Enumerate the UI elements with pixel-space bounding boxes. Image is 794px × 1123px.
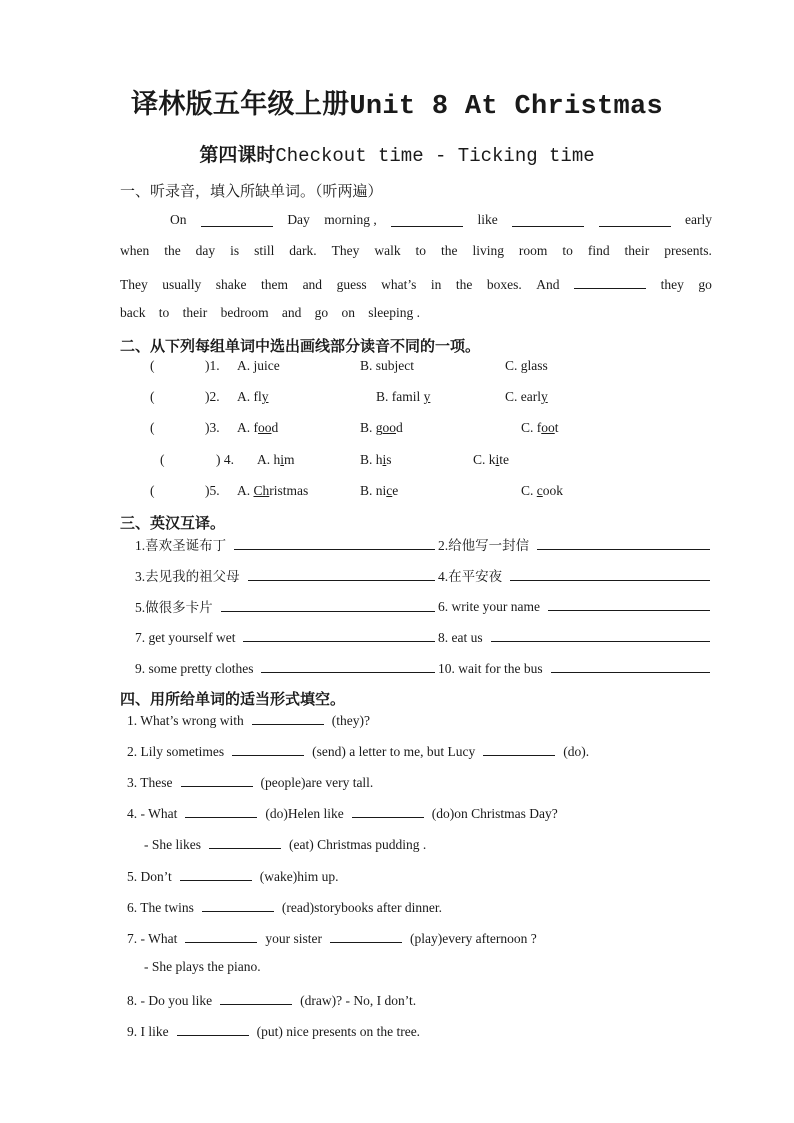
- answer-blank[interactable]: [180, 866, 252, 881]
- answer-blank[interactable]: [330, 928, 402, 943]
- option-text: d: [396, 420, 403, 435]
- item-text: (play)every afternoon ?: [410, 931, 537, 946]
- answer-blank[interactable]: [352, 803, 424, 818]
- s1-word: room: [518, 243, 548, 258]
- option-text: te: [499, 452, 510, 467]
- item-text: 9. I like: [127, 1024, 169, 1039]
- s1-word: and: [281, 305, 302, 320]
- item-text: (read)storybooks after dinner.: [281, 900, 442, 915]
- answer-blank[interactable]: [234, 535, 435, 550]
- option-text: C. earl: [505, 389, 541, 404]
- option-text: A. f: [237, 420, 258, 435]
- item-text: 2. Lily sometimes: [127, 744, 225, 759]
- item-text: (they)?: [331, 713, 370, 728]
- underlined-part: j: [394, 358, 399, 373]
- s1-word: the: [455, 277, 473, 292]
- translation-item: [135, 658, 435, 677]
- s1-word: what’s: [381, 277, 417, 292]
- option-a: [237, 358, 280, 374]
- translation-prompt: 4.在平安夜: [438, 569, 503, 584]
- item-text: - She likes: [144, 837, 201, 852]
- option-text: A. h: [257, 452, 281, 467]
- answer-paren[interactable]: (: [150, 389, 155, 404]
- translation-item: [438, 658, 710, 677]
- option-a: [237, 483, 308, 499]
- question-number: )5.: [205, 483, 220, 498]
- s1-word: sleeping .: [368, 305, 420, 320]
- answer-blank[interactable]: [209, 834, 281, 849]
- option-text: C.: [521, 483, 537, 498]
- fill-item: [127, 866, 339, 885]
- option-text: s: [386, 452, 392, 467]
- fill-item: [127, 897, 442, 916]
- s1-word: guess: [336, 277, 367, 292]
- fill-item: [127, 772, 373, 791]
- s1-word: shake: [215, 277, 247, 292]
- s1-word: early: [685, 212, 712, 227]
- item-text: (put) nice presents on the tree.: [256, 1024, 421, 1039]
- translation-prompt: 7. get yourself wet: [135, 630, 236, 645]
- question-number: )2.: [205, 389, 220, 404]
- answer-blank[interactable]: [483, 741, 555, 756]
- underlined-part: y: [423, 389, 431, 404]
- s1-word: morning ,: [324, 212, 377, 227]
- translation-prompt: 2.给他写一封信: [438, 538, 530, 553]
- answer-paren[interactable]: (: [150, 358, 155, 373]
- item-text: (send) a letter to me, but Lucy: [312, 744, 476, 759]
- s1-word: in: [430, 277, 442, 292]
- s1-word: still: [254, 243, 275, 258]
- answer-blank[interactable]: [537, 535, 710, 550]
- option-b: [360, 358, 414, 374]
- option-text: ristmas: [269, 483, 309, 498]
- answer-paren[interactable]: (: [160, 452, 165, 467]
- answer-blank[interactable]: [252, 710, 324, 725]
- underlined-part: c: [536, 483, 543, 498]
- option-text: ect: [398, 358, 415, 373]
- option-b: [376, 389, 430, 405]
- option-c: [521, 420, 559, 436]
- translation-prompt: 9. some pretty clothes: [135, 661, 254, 676]
- option-text: A.: [237, 358, 254, 373]
- s1-word: is: [230, 243, 240, 258]
- fill-item: [144, 959, 261, 975]
- s1-word: to: [415, 243, 427, 258]
- translation-prompt: 5.做很多卡片: [135, 600, 213, 615]
- fill-item: [127, 928, 537, 947]
- s1-word: like: [477, 212, 498, 227]
- answer-blank[interactable]: [220, 990, 292, 1005]
- answer-blank[interactable]: [185, 803, 257, 818]
- answer-blank[interactable]: [512, 212, 584, 227]
- option-text: A.: [237, 483, 254, 498]
- option-text: m: [284, 452, 295, 467]
- option-text: C. f: [521, 420, 542, 435]
- item-text: (people)are very tall.: [260, 775, 374, 790]
- s1-word: And: [536, 277, 560, 292]
- fill-item: [144, 834, 426, 853]
- fill-item: [127, 990, 416, 1009]
- answer-blank[interactable]: [177, 1021, 249, 1036]
- page-title: 译林版五年级上册Unit 8 At Christmas: [131, 92, 663, 122]
- underlined-part: y: [541, 389, 548, 404]
- option-text: B. g: [360, 420, 383, 435]
- s1-word: They: [120, 277, 148, 292]
- underlined-part: oo: [382, 420, 397, 435]
- translation-prompt: 3.去见我的祖父母: [135, 569, 240, 584]
- section3-heading: 三、英汉互译。: [120, 516, 226, 532]
- option-text: B. sub: [360, 358, 395, 373]
- item-text: 6. The twins: [127, 900, 194, 915]
- option-text: t: [554, 420, 559, 435]
- s1-word: on: [341, 305, 355, 320]
- section1-heading: 一、听录音，填入所缺单词。（听两遍）: [120, 184, 383, 200]
- s1-word: Day: [287, 212, 310, 227]
- translation-prompt: 6. write your name: [438, 599, 540, 614]
- answer-blank[interactable]: [551, 658, 710, 673]
- answer-blank[interactable]: [248, 566, 435, 581]
- item-text: (wake)him up.: [259, 869, 339, 884]
- section2-heading: 二、从下列每组单词中选出画线部分读音不同的一项。: [120, 339, 481, 355]
- option-c: [505, 389, 548, 405]
- underlined-part: i: [280, 452, 285, 467]
- translation-item: [438, 596, 710, 615]
- option-b: [360, 420, 403, 436]
- answer-blank[interactable]: [261, 658, 435, 673]
- translation-item: [438, 565, 710, 585]
- answer-blank[interactable]: [181, 772, 253, 787]
- s1-word: presents.: [664, 243, 712, 258]
- item-text: 4. - What: [127, 806, 178, 821]
- item-text: (do)on Christmas Day?: [431, 806, 558, 821]
- question-number: )1.: [205, 358, 220, 373]
- s1-word: the: [441, 243, 458, 258]
- item-text: (eat) Christmas pudding .: [289, 837, 427, 852]
- s1-word: usually: [162, 277, 202, 292]
- answer-blank[interactable]: [202, 897, 274, 912]
- option-c: [473, 452, 509, 468]
- option-text: ook: [542, 483, 564, 498]
- question-number: ) 4.: [216, 452, 234, 467]
- s1-word: them: [261, 277, 289, 292]
- s1-line2: [120, 243, 712, 259]
- s1-word: their: [624, 243, 650, 258]
- underlined-part: i: [382, 452, 387, 467]
- option-text: A. fl: [237, 389, 262, 404]
- option-text: C. glass: [505, 358, 548, 373]
- option-text: B. h: [360, 452, 383, 467]
- option-a: [237, 389, 269, 405]
- s1-line4: [120, 305, 420, 321]
- s1-word: and: [302, 277, 323, 292]
- option-text: B. famil: [376, 389, 424, 404]
- item-text: 1. What’s wrong with: [127, 713, 244, 728]
- translation-prompt: 10. wait for the bus: [438, 661, 543, 676]
- s1-line1: [170, 212, 712, 228]
- answer-blank[interactable]: [243, 627, 435, 642]
- translation-prompt: 1.喜欢圣诞布丁: [135, 538, 227, 553]
- item-text: 5. Don’t: [127, 869, 172, 884]
- answer-blank[interactable]: [599, 212, 671, 227]
- option-a: [237, 420, 278, 436]
- option-b: [360, 452, 392, 468]
- s1-word: back: [120, 305, 146, 320]
- translation-item: [438, 534, 710, 554]
- underlined-part: oo: [258, 420, 272, 435]
- underlined-part: i: [495, 452, 500, 467]
- option-text: uice: [257, 358, 280, 373]
- underlined-part: oo: [541, 420, 555, 435]
- s1-line3: [120, 274, 712, 293]
- fill-item: [127, 1021, 420, 1040]
- option-c: [521, 483, 563, 499]
- s1-word: when: [120, 243, 150, 258]
- s1-word: the: [164, 243, 181, 258]
- underlined-part: y: [261, 389, 269, 404]
- fill-item: [127, 803, 558, 822]
- section4-heading: 四、用所给单词的适当形式填空。: [120, 692, 346, 708]
- option-text: C. k: [473, 452, 496, 467]
- s1-word: to: [158, 305, 170, 320]
- s1-word: their: [182, 305, 208, 320]
- lesson-topic: Checkout time - Ticking time: [275, 145, 595, 167]
- answer-paren[interactable]: (: [150, 420, 155, 435]
- translation-item: [438, 627, 710, 646]
- s1-word: On: [170, 212, 187, 227]
- option-c: [505, 358, 548, 374]
- s1-word: day: [195, 243, 216, 258]
- answer-blank[interactable]: [221, 597, 435, 612]
- answer-blank[interactable]: [201, 212, 273, 227]
- option-b: [360, 483, 398, 499]
- s1-word: boxes.: [486, 277, 522, 292]
- translation-prompt: 8. eat us: [438, 630, 483, 645]
- s1-word: dark.: [289, 243, 317, 258]
- option-a: [257, 452, 295, 468]
- underlined-part: j: [253, 358, 258, 373]
- translation-item: [135, 627, 435, 646]
- item-text: your sister: [265, 931, 322, 946]
- lesson-label: 第四课时: [199, 145, 276, 167]
- answer-blank[interactable]: [574, 274, 646, 289]
- item-text: (do).: [563, 744, 590, 759]
- answer-blank[interactable]: [548, 596, 710, 611]
- s1-word: They: [331, 243, 360, 258]
- item-text: 7. - What: [127, 931, 178, 946]
- s1-word: go: [314, 305, 329, 320]
- s1-word: living: [472, 243, 504, 258]
- s1-word: to: [562, 243, 573, 258]
- s1-word: bedroom: [220, 305, 269, 320]
- s1-word: they: [660, 277, 684, 292]
- underlined-part: Ch: [253, 483, 270, 498]
- item-text: 8. - Do you like: [127, 993, 213, 1008]
- fill-item: [127, 741, 589, 760]
- question-number: )3.: [205, 420, 220, 435]
- answer-blank[interactable]: [510, 566, 710, 581]
- answer-blank[interactable]: [185, 928, 257, 943]
- item-text: (draw)? - No, I don’t.: [300, 993, 417, 1008]
- s1-word: walk: [374, 243, 401, 258]
- option-text: B. ni: [360, 483, 387, 498]
- translation-item: [135, 534, 435, 554]
- option-text: d: [271, 420, 279, 435]
- answer-blank[interactable]: [391, 212, 463, 227]
- item-text: - She plays the piano.: [144, 959, 261, 974]
- answer-paren[interactable]: (: [150, 483, 155, 498]
- translation-item: [135, 565, 435, 585]
- page-subtitle: [0, 140, 794, 167]
- item-text: 3. These: [127, 775, 173, 790]
- underlined-part: c: [386, 483, 393, 498]
- answer-blank[interactable]: [491, 627, 710, 642]
- s1-word: go: [698, 277, 712, 292]
- fill-item: [127, 710, 370, 729]
- translation-item: [135, 596, 435, 616]
- s1-word: find: [587, 243, 610, 258]
- option-text: e: [392, 483, 399, 498]
- answer-blank[interactable]: [232, 741, 304, 756]
- item-text: (do)Helen like: [265, 806, 344, 821]
